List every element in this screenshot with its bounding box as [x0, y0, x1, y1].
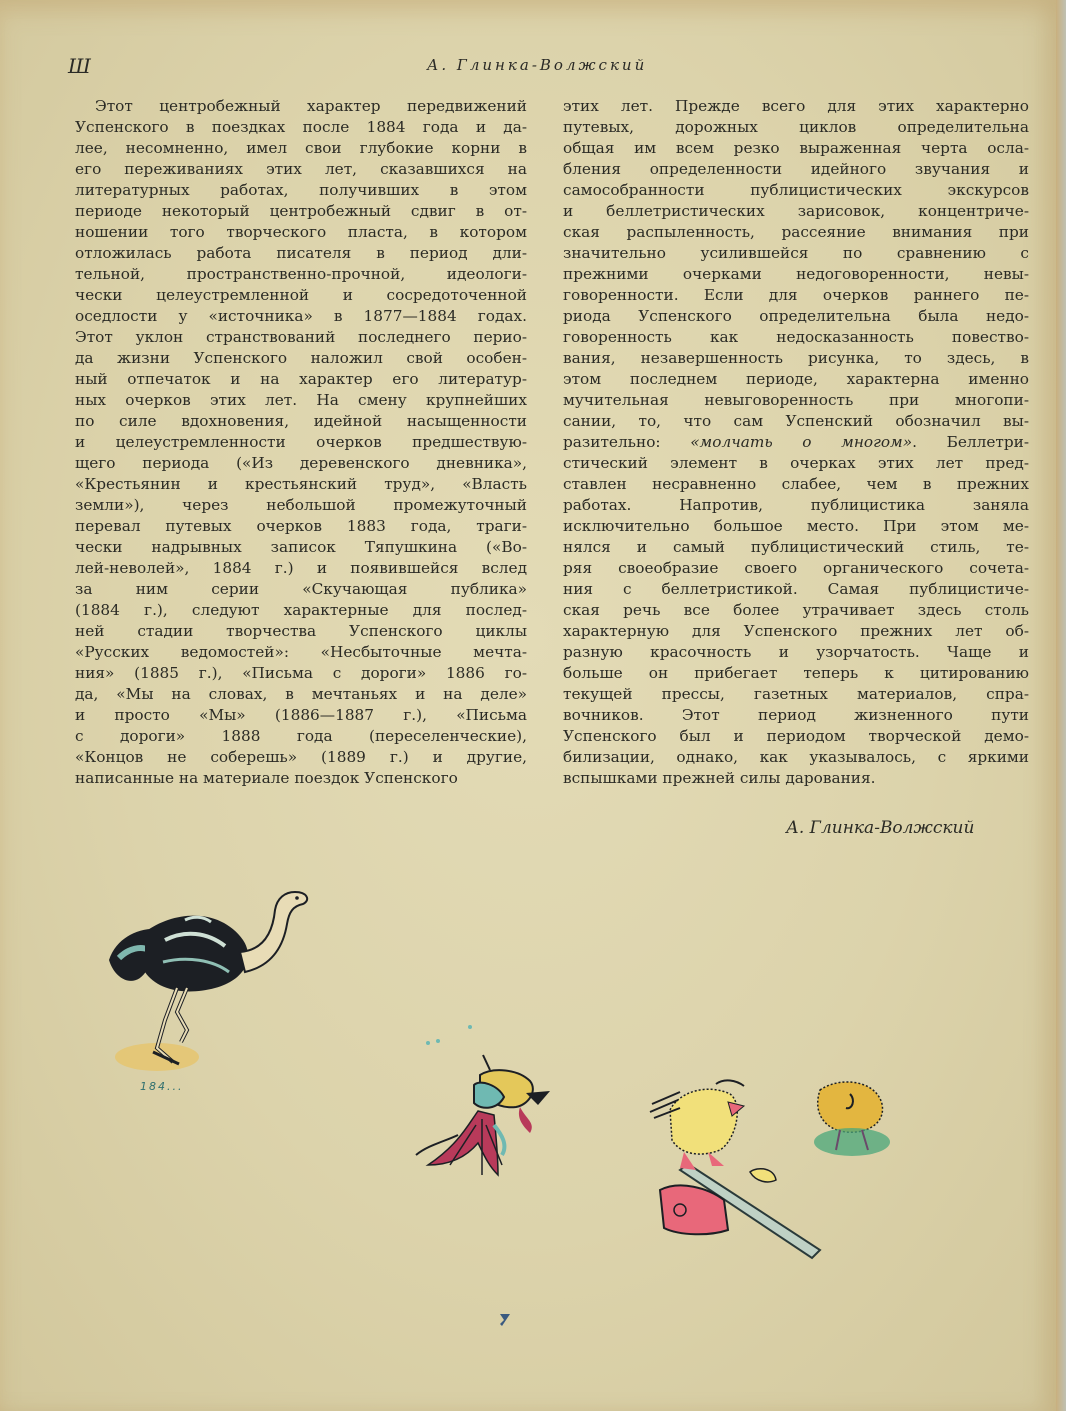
- text-line: с дороги» 1888 года (переселенческие),: [75, 727, 527, 745]
- text-line: «Концов не соберешь» (1889 г.) и другие,: [75, 748, 527, 766]
- text-line: тельной, пространственно-прочной, идеологи-: [75, 265, 527, 283]
- text-line: Успенского в поездках после 1884 года и да-: [75, 118, 527, 136]
- text-line: вочников. Этот период жизненного пути: [563, 706, 1029, 724]
- text-line: Этот центробежный характер передвижений: [95, 97, 527, 115]
- text-line: сании, то, что сам Успенский обозначил вы-: [563, 412, 1029, 430]
- text-line: мучительная невыговоренность при многопи-: [563, 391, 1029, 409]
- text-line: да жизни Успенского наложил свой особен-: [75, 349, 527, 367]
- text-line: ных очерков этих лет. На смену крупнейших: [75, 391, 527, 409]
- text-line: Успенского был и периодом творческой демо-: [563, 727, 1029, 745]
- ostrich-illustration: [95, 880, 325, 1120]
- text-line: земли»), через небольшой промежуточный: [75, 496, 527, 514]
- text-line: этом последнем периоде, характерна именно: [563, 370, 1029, 388]
- text-column-left: [75, 96, 527, 789]
- text-line: ская распыленность, рассеяние внимания при: [563, 223, 1029, 241]
- text-line: его переживаниях этих лет, сказавшихся на: [75, 160, 527, 178]
- text-line: и просто «Мы» (1886—1887 г.), «Письма: [75, 706, 527, 724]
- text-line: «Русских ведомостей»: «Несбыточные мечта-: [75, 643, 527, 661]
- text-line: текущей прессы, газетных материалов, спра-: [563, 685, 1029, 703]
- text-line: говоренности. Если для очерков раннего пе-: [563, 286, 1029, 304]
- text-line: за ним серии «Скучающая публика»: [75, 580, 527, 598]
- text-line: самособранности публицистических экскурсов: [563, 181, 1029, 199]
- text-line: ставлен несравненно слабее, чем в прежних: [563, 475, 1029, 493]
- text-line: ская речь все более утрачивает здесь столь: [563, 601, 1029, 619]
- text-line: нялся и самый публицистический стиль, те-: [563, 538, 1029, 556]
- text-line: говоренность как недосказанность повество-: [563, 328, 1029, 346]
- text-line: бления определенности идейного звучания и: [563, 160, 1029, 178]
- text-line: риода Успенского определительна была недо-: [563, 307, 1029, 325]
- text-line: значительно усилившейся по сравнению с: [563, 244, 1029, 262]
- text-line: исключительно большое место. При этом ме-: [563, 517, 1029, 535]
- chicks-on-seesaw-illustration: [640, 1070, 900, 1260]
- text-line: щего периода («Из деревенского дневника»,: [75, 454, 527, 472]
- text-line: оседлости у «источника» в 1877—1884 годах.: [75, 307, 527, 325]
- page-number: Ш: [68, 54, 91, 78]
- text-line: литературных работах, получивших в этом: [75, 181, 527, 199]
- illustration-scribble: 184...: [140, 1080, 184, 1093]
- running-head-title: А. Глинка-Волжский: [427, 56, 648, 74]
- text-line: билизации, однако, как указывалось, с яркими: [563, 748, 1029, 766]
- page-edge: [1056, 0, 1066, 1411]
- text-line: перевал путевых очерков 1883 года, траги-: [75, 517, 527, 535]
- text-column-right: [563, 96, 1029, 789]
- text-line: ния» (1885 г.), «Письма с дороги» 1886 го-: [75, 664, 527, 682]
- text-line: ношении того творческого пласта, в котором: [75, 223, 527, 241]
- text-line: Этот уклон странствований последнего перио-: [75, 328, 527, 346]
- text-line: «Крестьянин и крестьянский труд», «Власть: [75, 475, 527, 493]
- text-line: и целеустремленности очерков предшествую-: [75, 433, 527, 451]
- text-line: разную красочность и узорчатость. Чаще и: [563, 643, 1029, 661]
- exotic-bird-illustration: [398, 1015, 563, 1190]
- text-line: ней стадии творчества Успенского циклы: [75, 622, 527, 640]
- text-line: путевых, дорожных циклов определительна: [563, 118, 1029, 136]
- text-line: работах. Напротив, публицистика заняла: [563, 496, 1029, 514]
- text-line: этих лет. Прежде всего для этих характерно: [563, 97, 1029, 115]
- text-line: лее, несомненно, имел свои глубокие корни в: [75, 139, 527, 157]
- text-line: лей-неволей», 1884 г.) и появившейся вслед: [75, 559, 527, 577]
- text-line: характерную для Успенского прежних лет об-: [563, 622, 1029, 640]
- text-line: периоде некоторый центробежный сдвиг в от-: [75, 202, 527, 220]
- text-line: ряя своеобразие своего органического сочета-: [563, 559, 1029, 577]
- author-signature: А. Глинка-Волжский: [786, 818, 975, 838]
- text-line: по силе вдохновения, идейной насыщенности: [75, 412, 527, 430]
- running-head: [0, 54, 1056, 78]
- text-line: разительно: «молчать о многом». Беллетри-: [563, 433, 1029, 451]
- text-line: чески целеустремленной и сосредоточенной: [75, 286, 527, 304]
- text-line: и беллетристических зарисовок, концентриче-: [563, 202, 1029, 220]
- text-line: прежними очерками недоговоренности, невы-: [563, 265, 1029, 283]
- text-line: вспышками прежней силы дарования.: [563, 769, 876, 787]
- text-line: чески надрывных записок Тяпушкина («Во-: [75, 538, 527, 556]
- text-line: ния с беллетристикой. Самая публицистиче-: [563, 580, 1029, 598]
- text-line: отложилась работа писателя в период дли-: [75, 244, 527, 262]
- text-line: вания, незавершенность рисунка, то здесь, в: [563, 349, 1029, 367]
- text-line: написанные на материале поездок Успенского: [75, 769, 458, 787]
- text-line: стический элемент в очерках этих лет пред-: [563, 454, 1029, 472]
- text-line: (1884 г.), следуют характерные для послед-: [75, 601, 527, 619]
- text-line: ный отпечаток и на характер его литератур-: [75, 370, 527, 388]
- text-line: общая им всем резко выраженная черта осла-: [563, 139, 1029, 157]
- text-line: да, «Мы на словах, в мечтаньях и на деле»: [75, 685, 527, 703]
- italic-quote: «молчать о многом»: [690, 433, 913, 451]
- ink-blot: [496, 1312, 512, 1328]
- text-line: больше он прибегает теперь к цитированию: [563, 664, 1029, 682]
